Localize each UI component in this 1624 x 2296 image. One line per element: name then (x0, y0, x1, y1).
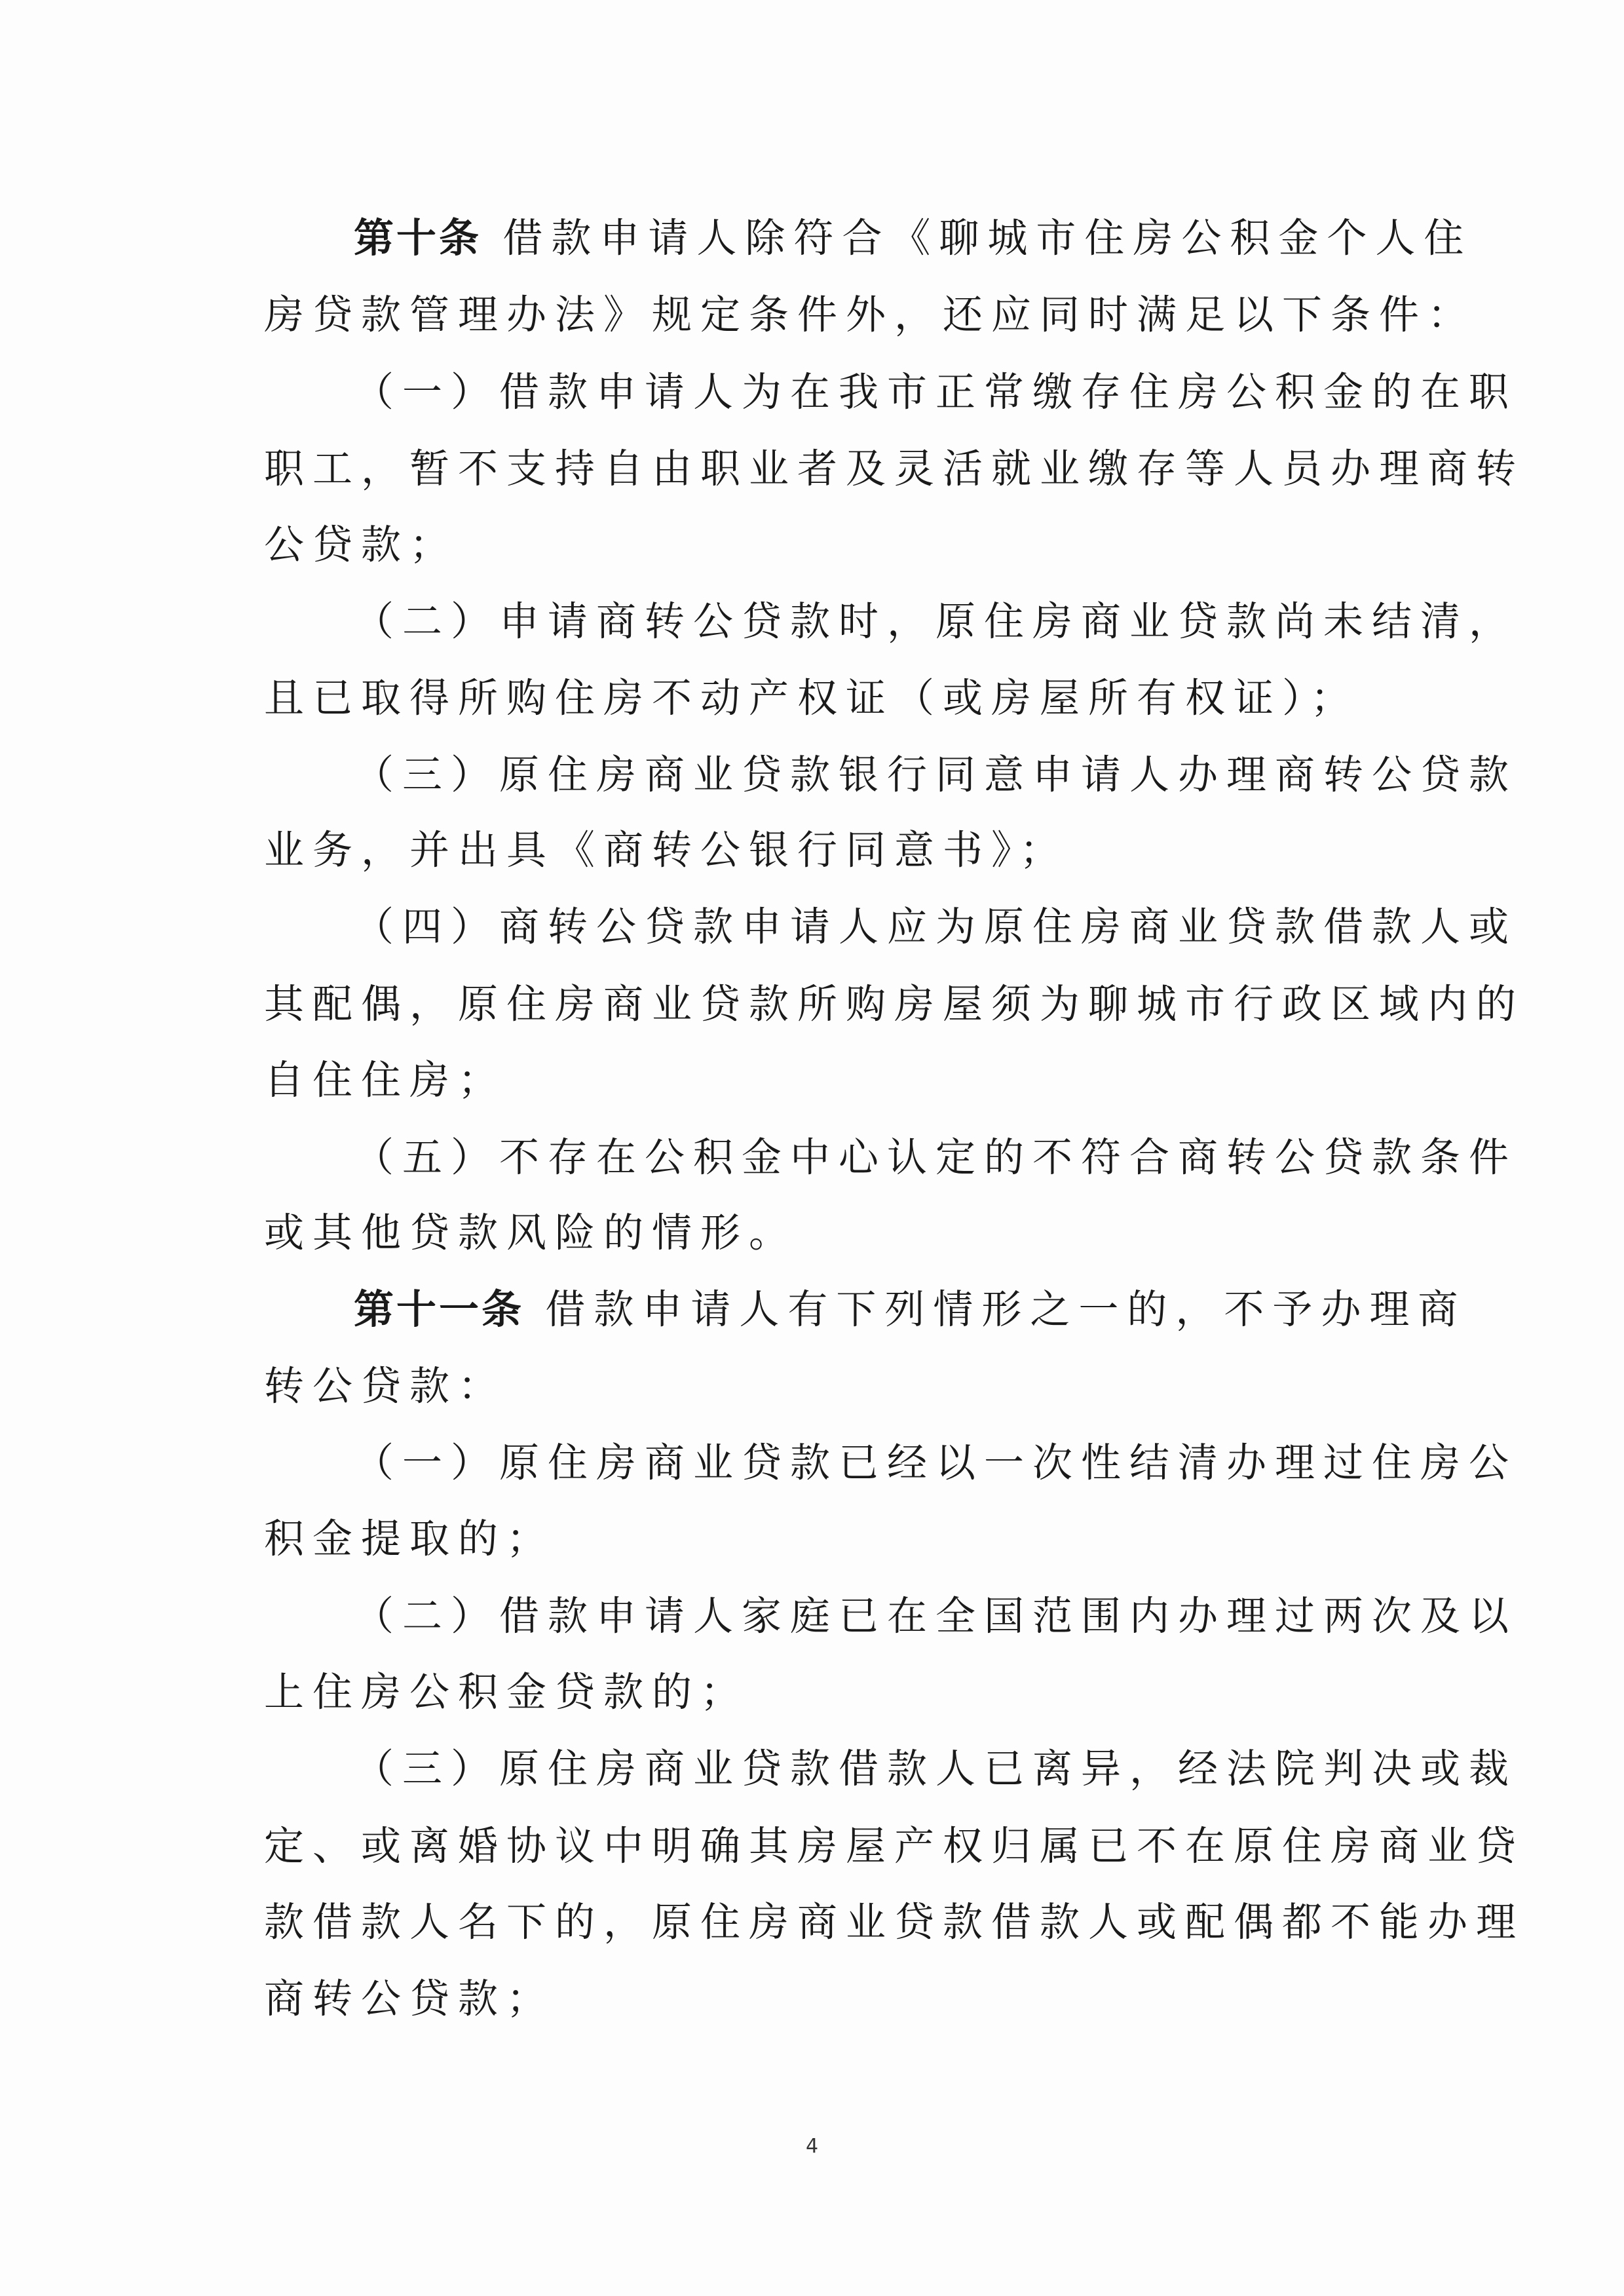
article-10-line-1 (354, 212, 1472, 265)
article-10-p1-l1: 借款申请人除符合《聊城市住房公积金个人住 (502, 215, 1473, 261)
article-11-p1-l2: 转公贷款： (264, 1363, 507, 1409)
article-10-p5-l2: 其配偶，原住房商业贷款所购房屋须为聊城市行政区域内的 (264, 981, 1525, 1027)
article-10-p2-l3: 公贷款； (264, 522, 459, 568)
article-11-p2-l2: 积金提取的； (264, 1516, 556, 1562)
article-10-p6-l2: 或其他贷款风险的情形。 (264, 1210, 798, 1256)
article-10-p4-l1: （三）原住房商业贷款银行同意申请人办理商转公贷款 (354, 752, 1518, 798)
article-11-p3-l1: （二）借款申请人家庭已在全国范围内办理过两次及以 (354, 1593, 1518, 1639)
article-10-p6-l1: （五）不存在公积金中心认定的不符合商转公贷款条件 (354, 1134, 1518, 1181)
article-11-p4-l3: 款借款人名下的，原住房商业贷款借款人或配偶都不能办理 (264, 1899, 1525, 1945)
article-10-heading: 第十条 (354, 215, 482, 261)
article-11-p1-l1: 借款申请人有下列情形之一的，不予办理商 (545, 1286, 1467, 1333)
article-11-p4-l2: 定、或离婚协议中明确其房屋产权归属已不在原住房商业贷 (264, 1823, 1525, 1869)
article-10-p1-l2: 房贷款管理办法》规定条件外，还应同时满足以下条件： (264, 292, 1477, 338)
article-10-p3-l1: （二）申请商转公贷款时，原住房商业贷款尚未结清， (354, 598, 1518, 645)
page-number: 4 (805, 2135, 819, 2158)
article-11-p3-l2: 上住房公积金贷款的； (264, 1669, 749, 1715)
article-10-p4-l2: 业务，并出具《商转公银行同意书》； (264, 827, 1068, 873)
article-10-p2-l1: （一）借款申请人为在我市正常缴存住房公积金的在职 (354, 369, 1518, 415)
article-11-p4-l1: （三）原住房商业贷款借款人已离异，经法院判决或裁 (354, 1746, 1518, 1792)
article-11-p4-l4: 商转公贷款； (264, 1976, 556, 2022)
article-10-p5-l1: （四）商转公贷款申请人应为原住房商业贷款借款人或 (354, 904, 1518, 950)
article-11-heading: 第十一条 (354, 1286, 525, 1333)
article-10-p3-l2: 且已取得所购住房不动产权证（或房屋所有权证）； (264, 675, 1359, 721)
article-11-p2-l1: （一）原住房商业贷款已经以一次性结清办理过住房公 (354, 1440, 1518, 1486)
article-10-p2-l2: 职工，暂不支持自由职业者及灵活就业缴存等人员办理商转 (264, 446, 1525, 492)
article-10-p5-l3: 自住住房； (264, 1057, 507, 1103)
article-11-line-1 (354, 1284, 1466, 1336)
